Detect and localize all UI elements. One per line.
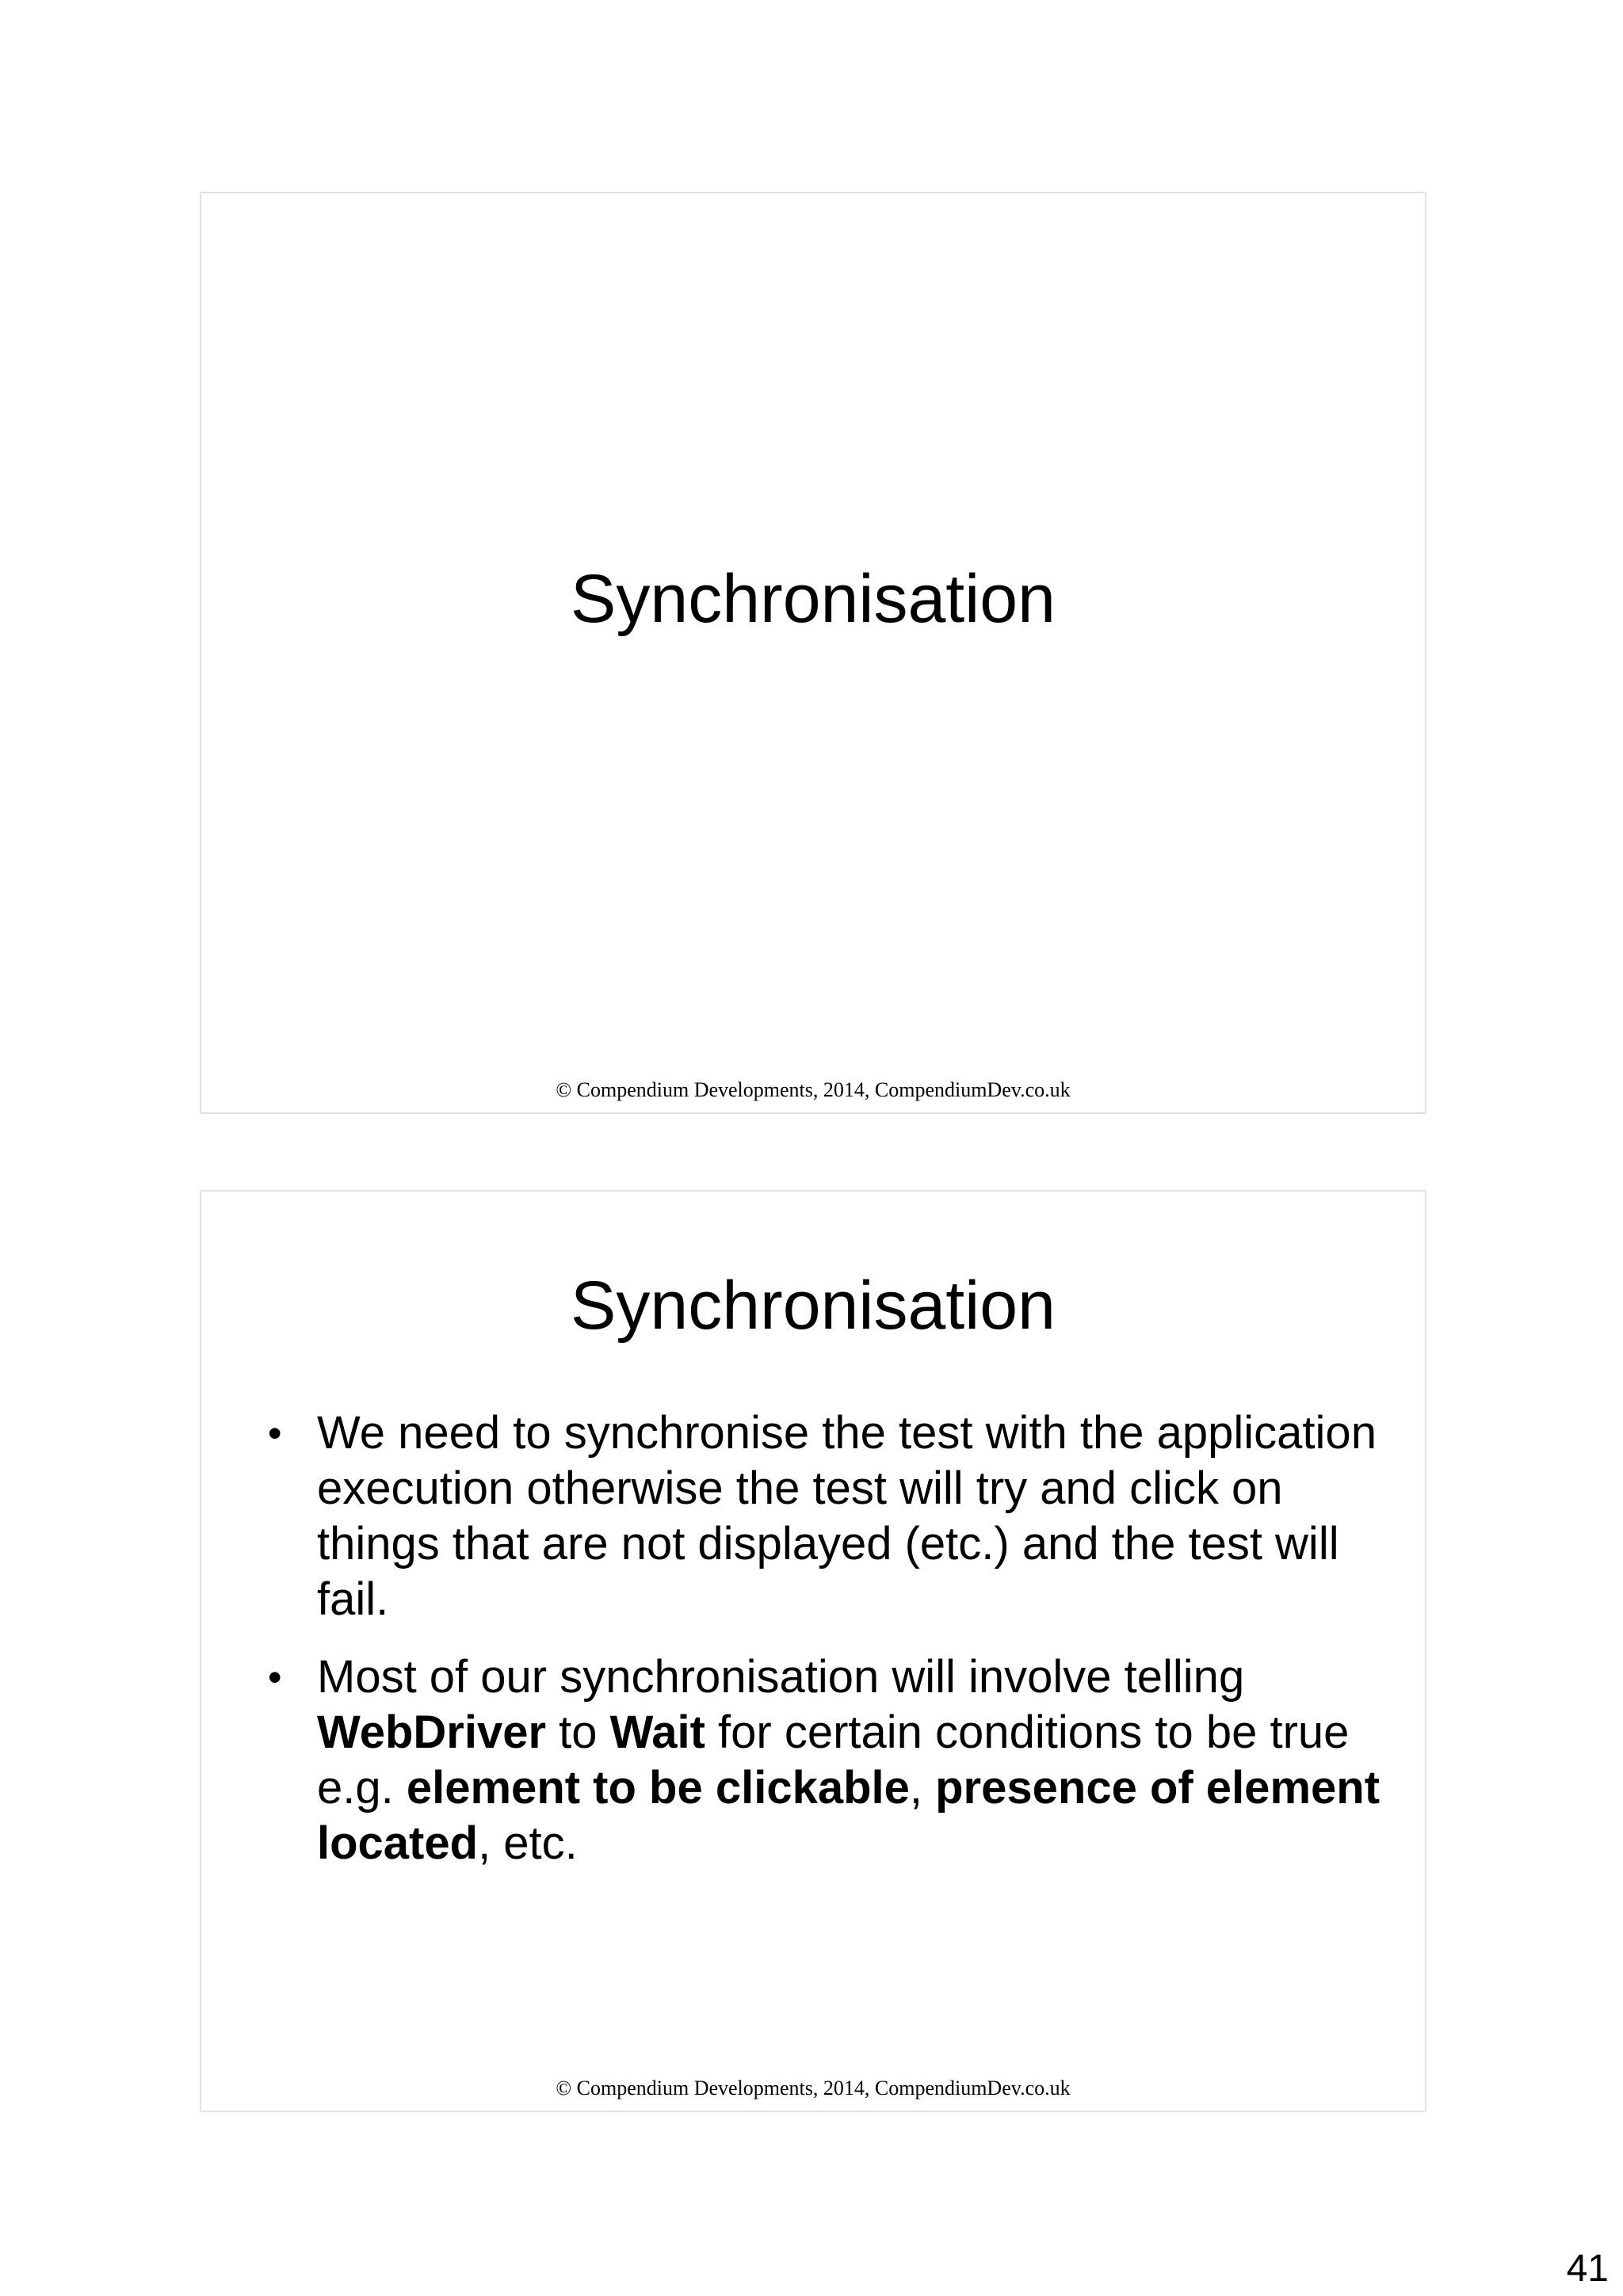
bullet-text-segment: to <box>546 1707 610 1758</box>
bullet-text-bold: Wait <box>609 1707 705 1758</box>
bullet-text-segment: , <box>909 1762 936 1814</box>
slide-2-title: Synchronisation <box>571 1268 1056 1344</box>
bullet-text: We need to synchronise the test with the application execution otherwise the test will try and click on things that are not displayed (etc.) and the test will fail. <box>317 1407 1377 1625</box>
slide-2 <box>200 1190 1426 2112</box>
slide-1-footer: © Compendium Developments, 2014, CompendiumDev.co.uk <box>556 1078 1071 1101</box>
bullet-text-bold: presence of element located <box>317 1762 1381 1869</box>
bullet-list <box>268 1405 1393 1894</box>
bullet-text-segment: , etc. <box>478 1817 578 1869</box>
bullet-item-2 <box>268 1650 1393 1871</box>
slide-1-title: Synchronisation <box>571 561 1056 637</box>
page-number: 41 <box>1566 2248 1609 2290</box>
bullet-item-1 <box>268 1405 1393 1627</box>
slide-2-footer: © Compendium Developments, 2014, CompendiumDev.co.uk <box>556 2077 1071 2100</box>
bullet-text-bold: element to be clickable <box>406 1762 910 1814</box>
bullet-text-segment: for certain conditions to be true e.g. <box>317 1707 1350 1814</box>
bullet-text-bold: WebDriver <box>317 1707 547 1758</box>
bullet-dot-icon: • <box>268 1655 282 1699</box>
bullet-text-segment: Most of our synchronisation will involve telling <box>317 1651 1245 1703</box>
bullet-dot-icon: • <box>268 1411 282 1455</box>
slide-1 <box>200 192 1426 1114</box>
